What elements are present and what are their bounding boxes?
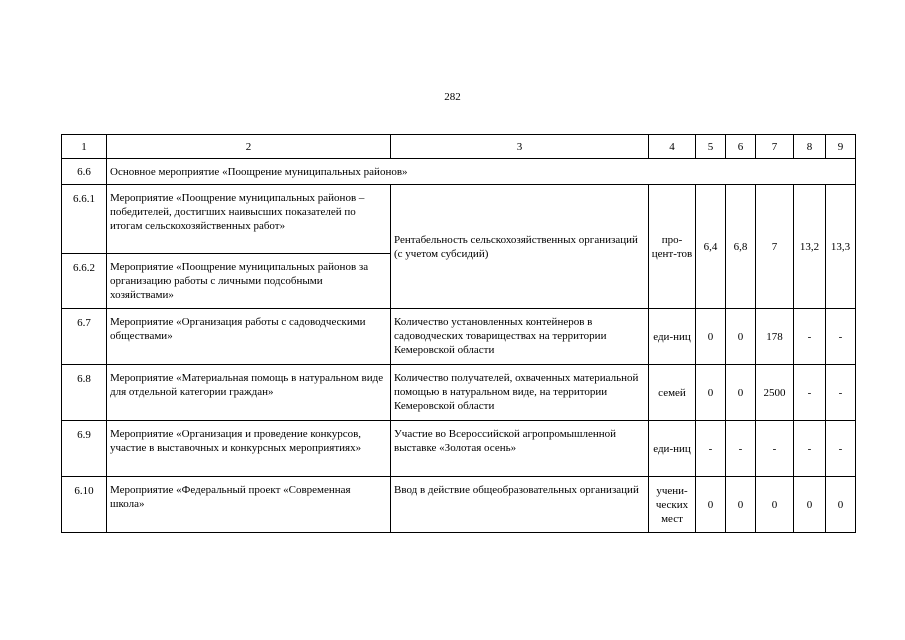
row-value-7: - [756, 421, 794, 477]
row-num: 6.8 [62, 365, 107, 421]
row-value-7: 178 [756, 309, 794, 365]
section-title: Основное мероприятие «Поощрение муниципальных районов» [107, 159, 856, 185]
row-value-7: 7 [756, 185, 794, 309]
header-cell: 9 [826, 135, 856, 159]
row-unit: еди-ниц [649, 309, 696, 365]
row-unit: про-цент-тов [649, 185, 696, 309]
section-num: 6.6 [62, 159, 107, 185]
row-activity: Мероприятие «Поощрение муниципальных районов за организацию работы с личными подсобными хозяйствами» [107, 254, 391, 309]
row-value-5: 0 [696, 309, 726, 365]
table-row [62, 421, 856, 477]
table-row [62, 477, 856, 533]
row-value-9: 0 [826, 477, 856, 533]
row-num: 6.10 [62, 477, 107, 533]
row-value-5: 0 [696, 365, 726, 421]
row-value-5: - [696, 421, 726, 477]
table-row [62, 185, 856, 254]
table-row [62, 309, 856, 365]
header-cell: 8 [794, 135, 826, 159]
row-value-5: 6,4 [696, 185, 726, 309]
row-indicator: Ввод в действие общеобразовательных организаций [391, 477, 649, 533]
row-value-8: 0 [794, 477, 826, 533]
row-num: 6.6.2 [62, 254, 107, 309]
row-value-6: 0 [726, 365, 756, 421]
header-row [62, 135, 856, 159]
row-num: 6.9 [62, 421, 107, 477]
row-value-6: - [726, 421, 756, 477]
row-indicator: Количество получателей, охваченных материальной помощью в натуральном виде, на территории Кемеровской области [391, 365, 649, 421]
header-cell: 4 [649, 135, 696, 159]
row-unit: семей [649, 365, 696, 421]
row-value-8: 13,2 [794, 185, 826, 309]
row-indicator: Рентабельность сельскохозяйственных организаций (с учетом субсидий) [391, 185, 649, 309]
row-value-7: 2500 [756, 365, 794, 421]
row-num: 6.6.1 [62, 185, 107, 254]
row-value-9: - [826, 421, 856, 477]
header-cell: 6 [726, 135, 756, 159]
row-value-7: 0 [756, 477, 794, 533]
row-indicator: Участие во Всероссийской агропромышленной выставке «Золотая осень» [391, 421, 649, 477]
row-value-6: 0 [726, 477, 756, 533]
header-cell: 1 [62, 135, 107, 159]
row-value-9: - [826, 309, 856, 365]
row-unit: учени-ческих мест [649, 477, 696, 533]
row-indicator: Количество установленных контейнеров в садоводческих товариществах на территории Кемеровской области [391, 309, 649, 365]
row-value-9: - [826, 365, 856, 421]
row-activity: Мероприятие «Федеральный проект «Современная школа» [107, 477, 391, 533]
row-value-5: 0 [696, 477, 726, 533]
page-number: 282 [444, 91, 461, 103]
measures-table [61, 134, 856, 533]
row-value-9: 13,3 [826, 185, 856, 309]
header-cell: 5 [696, 135, 726, 159]
row-num: 6.7 [62, 309, 107, 365]
header-cell: 3 [391, 135, 649, 159]
row-unit: еди-ниц [649, 421, 696, 477]
section-row [62, 159, 856, 185]
table-row [62, 365, 856, 421]
row-value-8: - [794, 421, 826, 477]
row-activity: Мероприятие «Материальная помощь в натуральном виде для отдельной категории граждан» [107, 365, 391, 421]
header-cell: 7 [756, 135, 794, 159]
row-activity: Мероприятие «Организация работы с садоводческими обществами» [107, 309, 391, 365]
row-value-8: - [794, 309, 826, 365]
header-cell: 2 [107, 135, 391, 159]
row-value-6: 0 [726, 309, 756, 365]
row-value-6: 6,8 [726, 185, 756, 309]
row-activity: Мероприятие «Поощрение муниципальных районов – победителей, достигших наивысших показателей по итогам сельскохозяйственных работ» [107, 185, 391, 254]
row-activity: Мероприятие «Организация и проведение конкурсов, участие в выставочных и конкурсных мероприятиях» [107, 421, 391, 477]
row-value-8: - [794, 365, 826, 421]
